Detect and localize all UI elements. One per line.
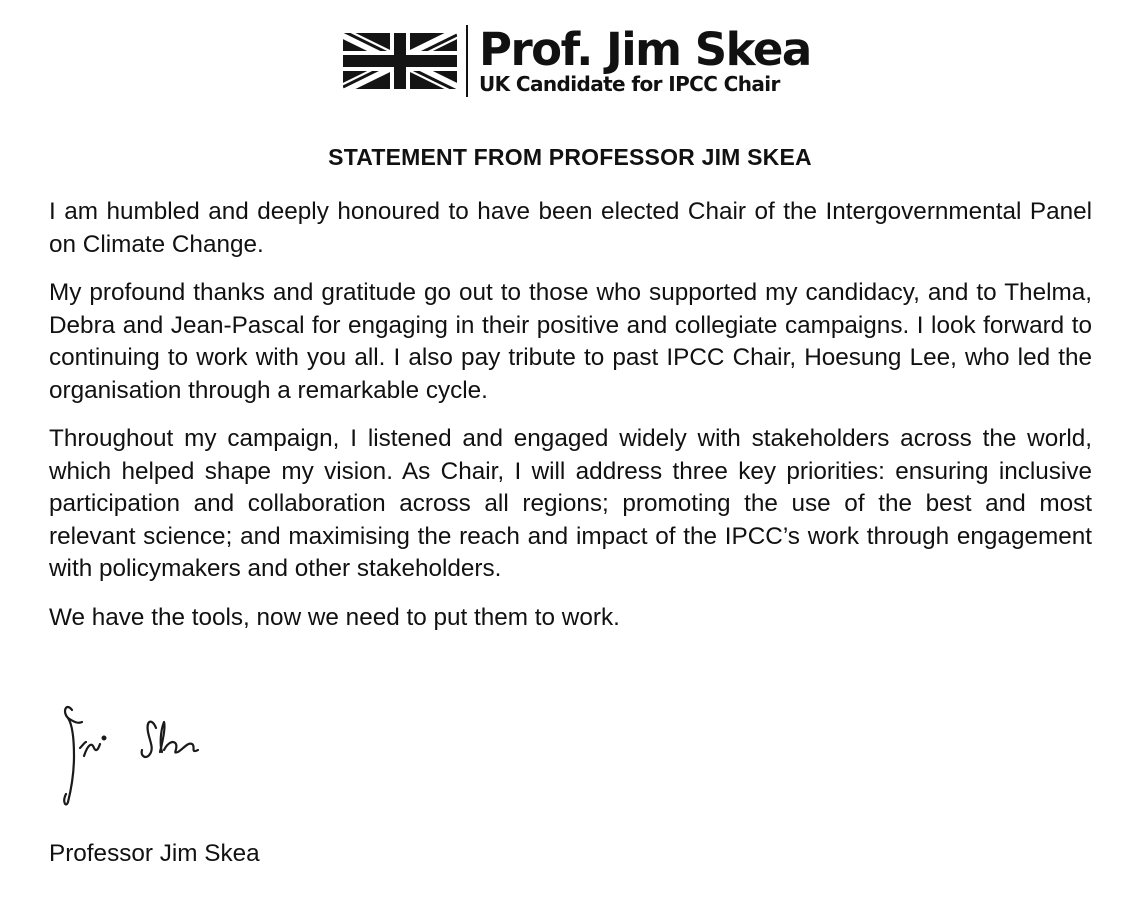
header-divider xyxy=(466,25,468,97)
paragraph-2: My profound thanks and gratitude go out to those who supported my candidacy, and to Thelma, Debra and Jean-Pascal for engaging in their positive and collegiate campaigns. I look forward to continuing to work with you all. I also pay tribute to past IPCC Chair, Hoesung Lee, who led the organisation through a remarkable cycle. xyxy=(49,279,1092,404)
header-text xyxy=(479,23,811,96)
candidate-subtitle: UK Candidate for IPCC Chair xyxy=(479,72,780,96)
handwritten-signature-icon xyxy=(52,698,212,810)
statement-body xyxy=(49,196,1092,650)
paragraph-4: We have the tools, now we need to put them to work. xyxy=(49,603,620,631)
candidate-name: Prof. Jim Skea xyxy=(479,23,811,76)
letterhead xyxy=(343,24,811,98)
union-flag-icon xyxy=(343,33,457,89)
paragraph-1: I am humbled and deeply honoured to have been elected Chair of the Intergovernmental Panel on Climate Change. xyxy=(49,198,1092,258)
paragraph-3: Throughout my campaign, I listened and engaged widely with stakeholders across the world, which helped shape my vision. As Chair, I will address three key priorities: ensuring inclusive participation and collaboration across all regions; promoting the use of the best and most relevant science; and maximising the reach and impact of the IPCC’s work through engagement with policymakers and other stakeholders. xyxy=(49,425,1092,582)
signatory-name: Professor Jim Skea xyxy=(49,840,260,867)
statement-title: STATEMENT FROM PROFESSOR JIM SKEA xyxy=(328,144,812,170)
